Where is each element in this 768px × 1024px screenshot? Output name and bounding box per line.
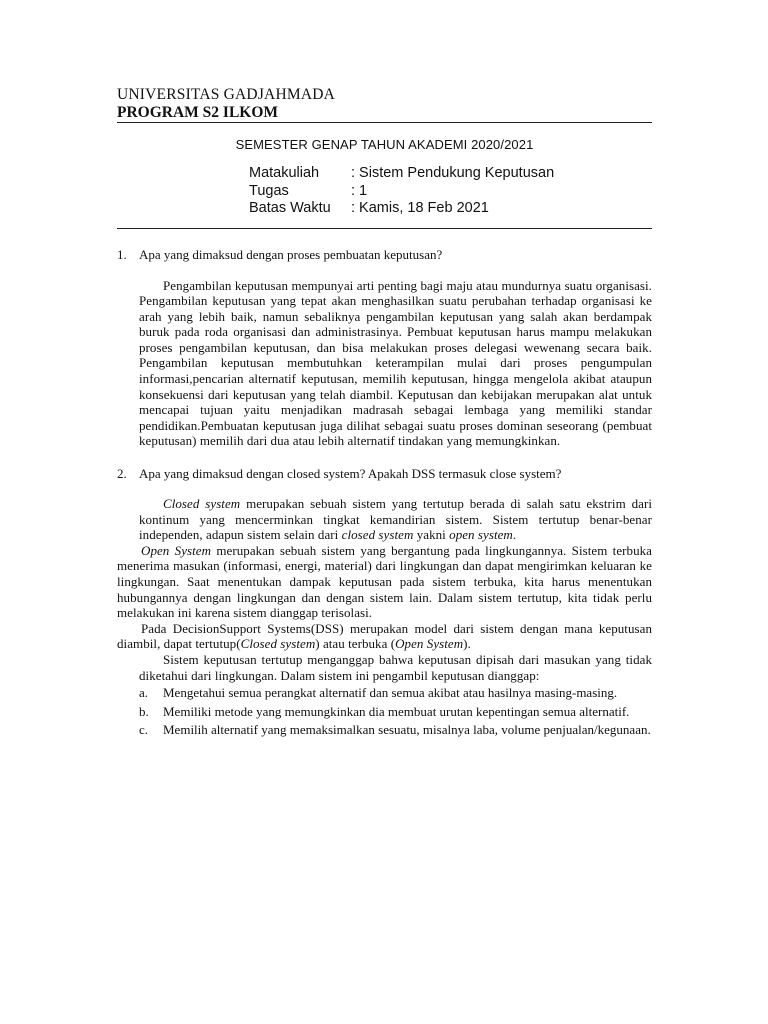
term-closed-system: Closed system [240, 636, 316, 652]
text: merupakan sebuah sistem yang bergantung pada lingkungannya. Sistem terbuka menerima masukan (informasi, energi, material) dari lingkungan dan dapat mengirimkan keluaran ke lingkungan. Saat menentukan dampak keputusan pada sistem terbuka, kita harus menentukan hubungannya dengan lingkungan dan dengan sistem lain. Dalam sistem tertutup, kita tidak perlu melakukan ini karena sistem dianggap terisolasi. [117, 542, 652, 621]
answer-2-closed-decision: Sistem keputusan tertutup menganggap bahwa keputusan dipisah dari masukan yang tidak diketahui dari lingkungan. Dalam sistem ini pengambil keputusan dianggap: [139, 651, 652, 683]
university-name: UNIVERSITAS GADJAHMADA [117, 86, 336, 103]
list-item [139, 704, 652, 720]
info-value: : Kamis, 18 Feb 2021 [351, 200, 489, 216]
text: ). [463, 636, 471, 652]
semester-title: SEMESTER GENAP TAHUN AKADEMI 2020/2021 [235, 137, 534, 152]
term-closed-system: closed system [341, 527, 414, 543]
term-open-system: Open System [141, 542, 212, 558]
list-text: Memilih alternatif yang memaksimalkan sesuatu, misalnya laba, volume penjualan/kegunaan. [163, 722, 651, 738]
question-text: Apa yang dimaksud dengan proses pembuatan keputusan? [139, 246, 443, 262]
list-item [139, 722, 652, 738]
term-open-system: Open System [395, 636, 464, 652]
list-marker: a. [139, 685, 149, 701]
question-1 [117, 247, 652, 263]
document-page [117, 86, 652, 741]
list-marker: c. [139, 722, 149, 738]
info-key: Tugas [249, 182, 289, 199]
course-info [249, 165, 652, 218]
list-marker: b. [139, 703, 149, 719]
term-closed-system: Closed system [163, 496, 241, 512]
question-2 [117, 466, 652, 482]
answer-2-open-system [117, 543, 652, 621]
term-open-system: open system [449, 527, 513, 543]
info-key: Batas Waktu [249, 200, 331, 216]
text: yakni [413, 527, 450, 543]
answer-2-dss [117, 621, 652, 652]
info-value: : Sistem Pendukung Keputusan [351, 165, 555, 181]
question-number: 1. [117, 246, 127, 262]
info-row-task [249, 183, 652, 201]
program-name: PROGRAM S2 ILKOM [117, 104, 279, 121]
info-row-course [249, 165, 652, 183]
header-rule [117, 122, 652, 123]
list-text: Mengetahui semua perangkat alternatif dan semua akibat atau hasilnya masing-masing. [163, 685, 618, 701]
list-text: Memiliki metode yang memungkinkan dia membuat urutan kepentingan semua alternatif. [163, 703, 630, 719]
info-row-deadline [249, 200, 652, 218]
info-value: : 1 [351, 182, 368, 199]
list-item [139, 685, 652, 701]
info-key: Matakuliah [249, 165, 320, 181]
question-text: Apa yang dimaksud dengan closed system? Apakah DSS termasuk close system? [139, 466, 562, 482]
question-number: 2. [117, 466, 127, 482]
text: . [512, 527, 517, 543]
assumption-list [139, 685, 652, 738]
answer-1: Pengambilan keputusan mempunyai arti penting bagi maju atau mundurnya suatu organisasi. Pengambilan keputusan yang tepat akan menghasilkan suatu perubahan terhadap organisasi ke arah yang lebih baik, namun sebaliknya pengambilan keputusan yang salah akan berdampak buruk pada roda organisasi dan administrasinya. Pembuat keputusan harus mampu melakukan proses pengambilan keputusan, dan bisa melakukan proses delegasi wewenang secara baik. Pengambilan keputusan membutuhkan keterampilan mulai dari proses pengumpulan informasi,pencarian alternatif keputusan, memilih keputusan, hingga mengelola akibat ataupun konsekuensi dari keputusan yang telah diambil. Keputusan dan kebijakan merupakan alat untuk mencapai tujuan yaitu menjadikan madrasah sebagai lembaga yang memiliki standar pendidikan.Pembuatan keputusan juga dilihat sebagai suatu proses dominan seseorang (pembuat keputusan) memilih dari dua atau lebih alternatif tindakan yang memungkinkan. [139, 277, 652, 449]
text: merupakan sebuah sistem yang tertutup berada di salah satu ekstrim dari kontinum yang mencerminkan tingkat kemandirian sistem. Sistem tertutup benar-benar independen, adapun sistem selain dari [139, 496, 652, 543]
answer-2-closed-system [139, 496, 652, 543]
text: Pada DecisionSupport Systems(DSS) merupakan model dari sistem dengan mana keputusan diambil, dapat tertutup( [117, 620, 652, 652]
info-rule [117, 228, 652, 229]
text: ) atau terbuka ( [315, 636, 396, 652]
